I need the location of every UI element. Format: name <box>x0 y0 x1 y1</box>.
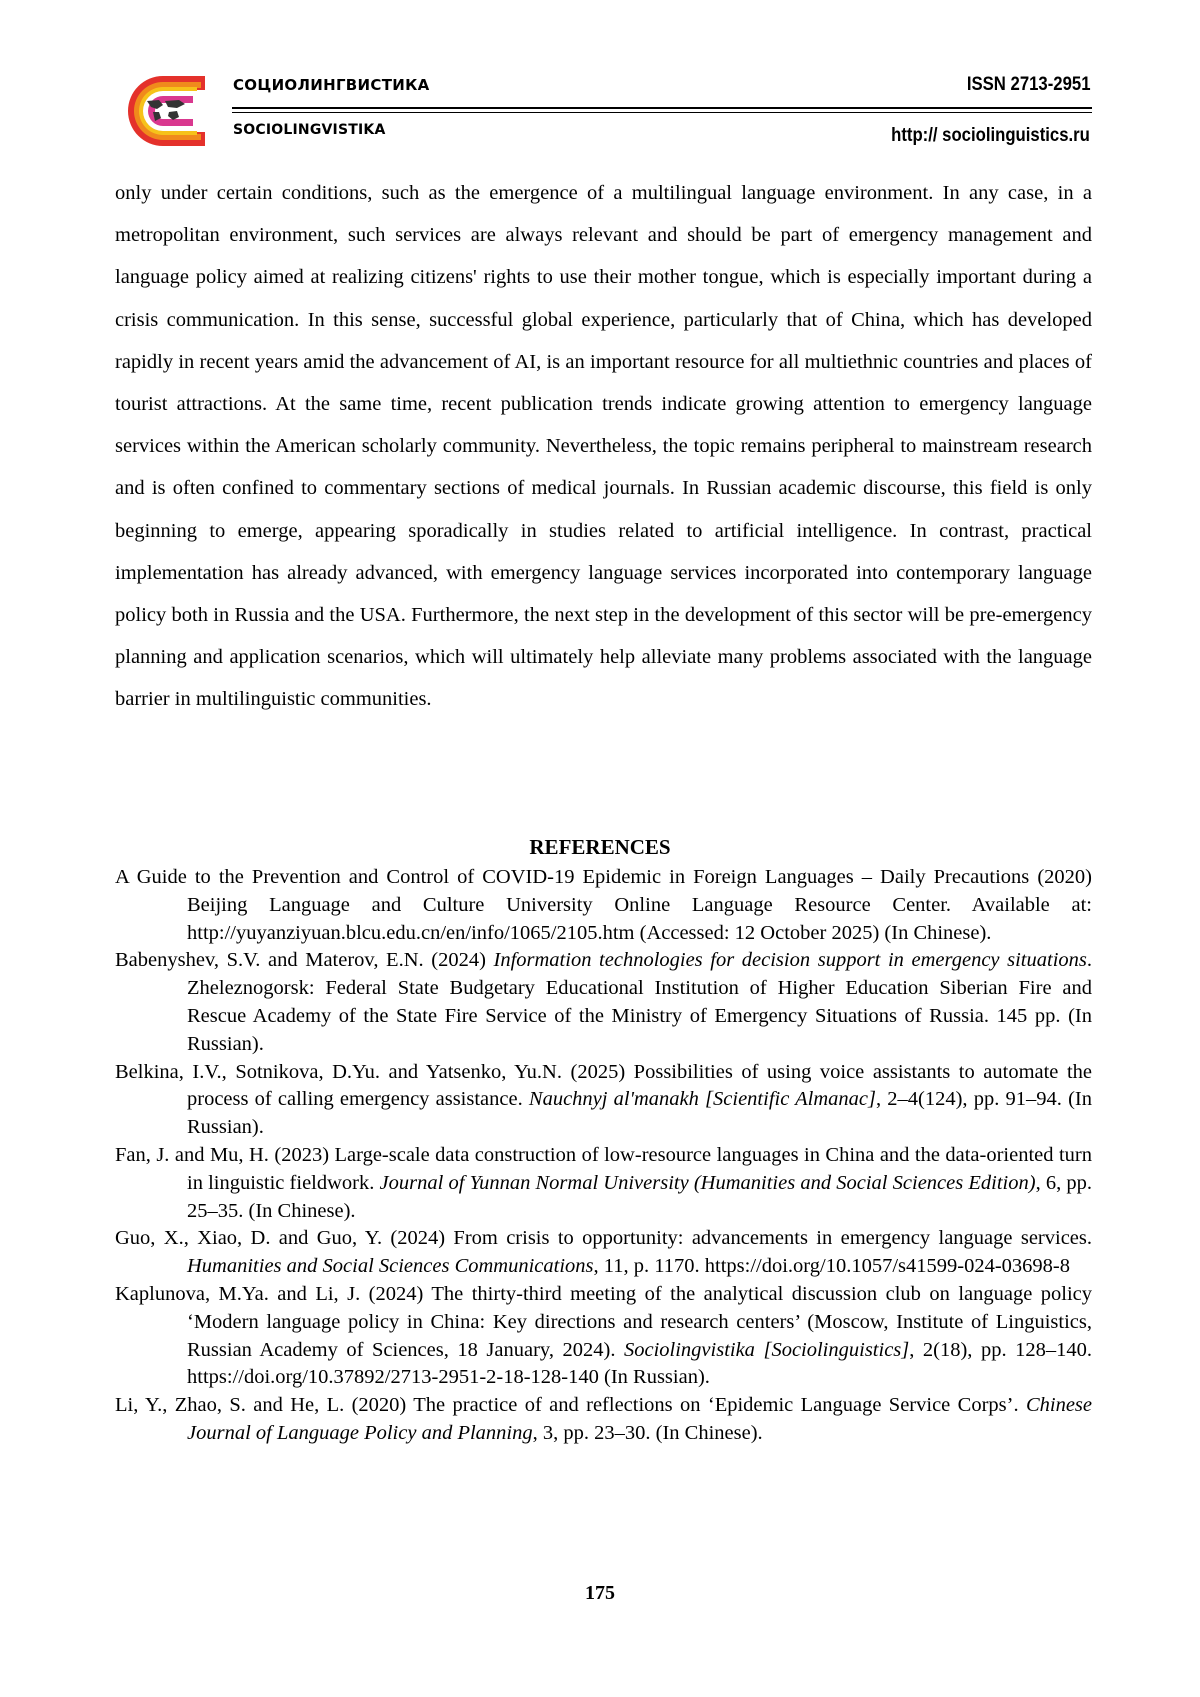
journal-title-russian: СОЦИОЛИНГВИСТИКА <box>233 76 430 94</box>
website-link[interactable]: http:// sociolinguistics.ru <box>891 125 1090 146</box>
reference-item: Babenyshev, S.V. and Materov, E.N. (2024) Information technologies for decision support in emergency situations. Zheleznogorsk: Federal State Budgetary Educational Institution of Higher Education Siberian Fire and Rescue Academy of the State Fire Service of the Ministry of Emergency Situations of Russia. 145 pp. (In Russian). <box>115 949 1092 1055</box>
reference-item: Guo, X., Xiao, D. and Guo, Y. (2024) From crisis to opportunity: advancements in emergency language services. Humanities and Social Sciences Communications, 11, p. 1170. https://doi.org/10.1057/s41599-024-03698-8 <box>115 1227 1092 1278</box>
reference-item: Fan, J. and Mu, H. (2023) Large-scale data construction of low-resource languages in China and the data-oriented turn in linguistic fieldwork. Journal of Yunnan Normal University (Humanities and Social Sciences Edition), 6, pp. 25–35. (In Chinese). <box>115 1143 1093 1222</box>
reference-item: Belkina, I.V., Sotnikova, D.Yu. and Yatsenko, Yu.N. (2025) Possibilities of using voice assistants to automate the process of calling emergency assistance. Nauchnyj al'manakh [Scientific Almanac], 2–4(124), pp. 91–94. (In Russian). <box>115 1060 1092 1139</box>
references-heading: REFERENCES <box>529 835 671 859</box>
header-divider-thin <box>232 112 1092 113</box>
body-paragraph: only under certain conditions, such as the emergence of a multilingual language environment. In any case, in a metropolitan environment, such services are always relevant and should be part of emergency management and language policy aimed at realizing citizens' rights to use their mother tongue, which is especially important during a crisis communication. In this sense, successful global experience, particularly that of China, which has developed rapidly in recent years amid the advancement of AI, is an important resource for all multiethnic countries and places of tourist attractions. At the same time, recent publication trends indicate growing attention to emergency language services within the American scholarly community. Nevertheless, the topic remains peripheral to mainstream research and is often confined to commentary sections of medical journals. In Russian academic discourse, this field is only beginning to emerge, appearing sporadically in studies related to artificial intelligence. In contrast, practical implementation has already advanced, with emergency language services incorporated into contemporary language policy both in Russia and the USA. Furthermore, the next step in the development of this sector will be pre-emergency planning and application scenarios, which will ultimately help alleviate many problems associated with the language barrier in multilinguistic communities. <box>115 182 1092 711</box>
issn-label: ISSN 2713-2951 <box>966 74 1090 95</box>
reference-item: A Guide to the Prevention and Control of COVID-19 Epidemic in Foreign Languages – Daily Precautions (2020) Beijing Language and Culture University Online Language Resource Center. Available at: http://yuyanziyuan.blcu.edu.cn/en/info/1065/2105.htm (Accessed: 12 October 2025) (In Chinese). <box>115 866 1092 944</box>
reference-item: Li, Y., Zhao, S. and He, L. (2020) The practice of and reflections on ‘Epidemic Language Service Corps’. Chinese Journal of Language Policy and Planning, 3, pp. 23–30. (In Chinese). <box>115 1394 1092 1444</box>
page-header <box>0 0 1200 160</box>
journal-logo-icon <box>113 74 213 148</box>
header-divider <box>232 107 1092 109</box>
references-list <box>115 864 1092 1448</box>
reference-item: Kaplunova, M.Ya. and Li, J. (2024) The thirty-third meeting of the analytical discussion club on language policy ‘Modern language policy in China: Key directions and research centers’ (Moscow, Institute of Linguistics, Russian Academy of Sciences, 18 January, 2024). Sociolingvistika [Sociolinguistics], 2(18), pp. 128–140. https://doi.org/10.37892/2713-2951-2-18-128-140 (In Russian). <box>115 1282 1092 1389</box>
page-number: 175 <box>585 1582 615 1604</box>
journal-title-english: SOCIOLINGVISTIKA <box>233 122 386 138</box>
